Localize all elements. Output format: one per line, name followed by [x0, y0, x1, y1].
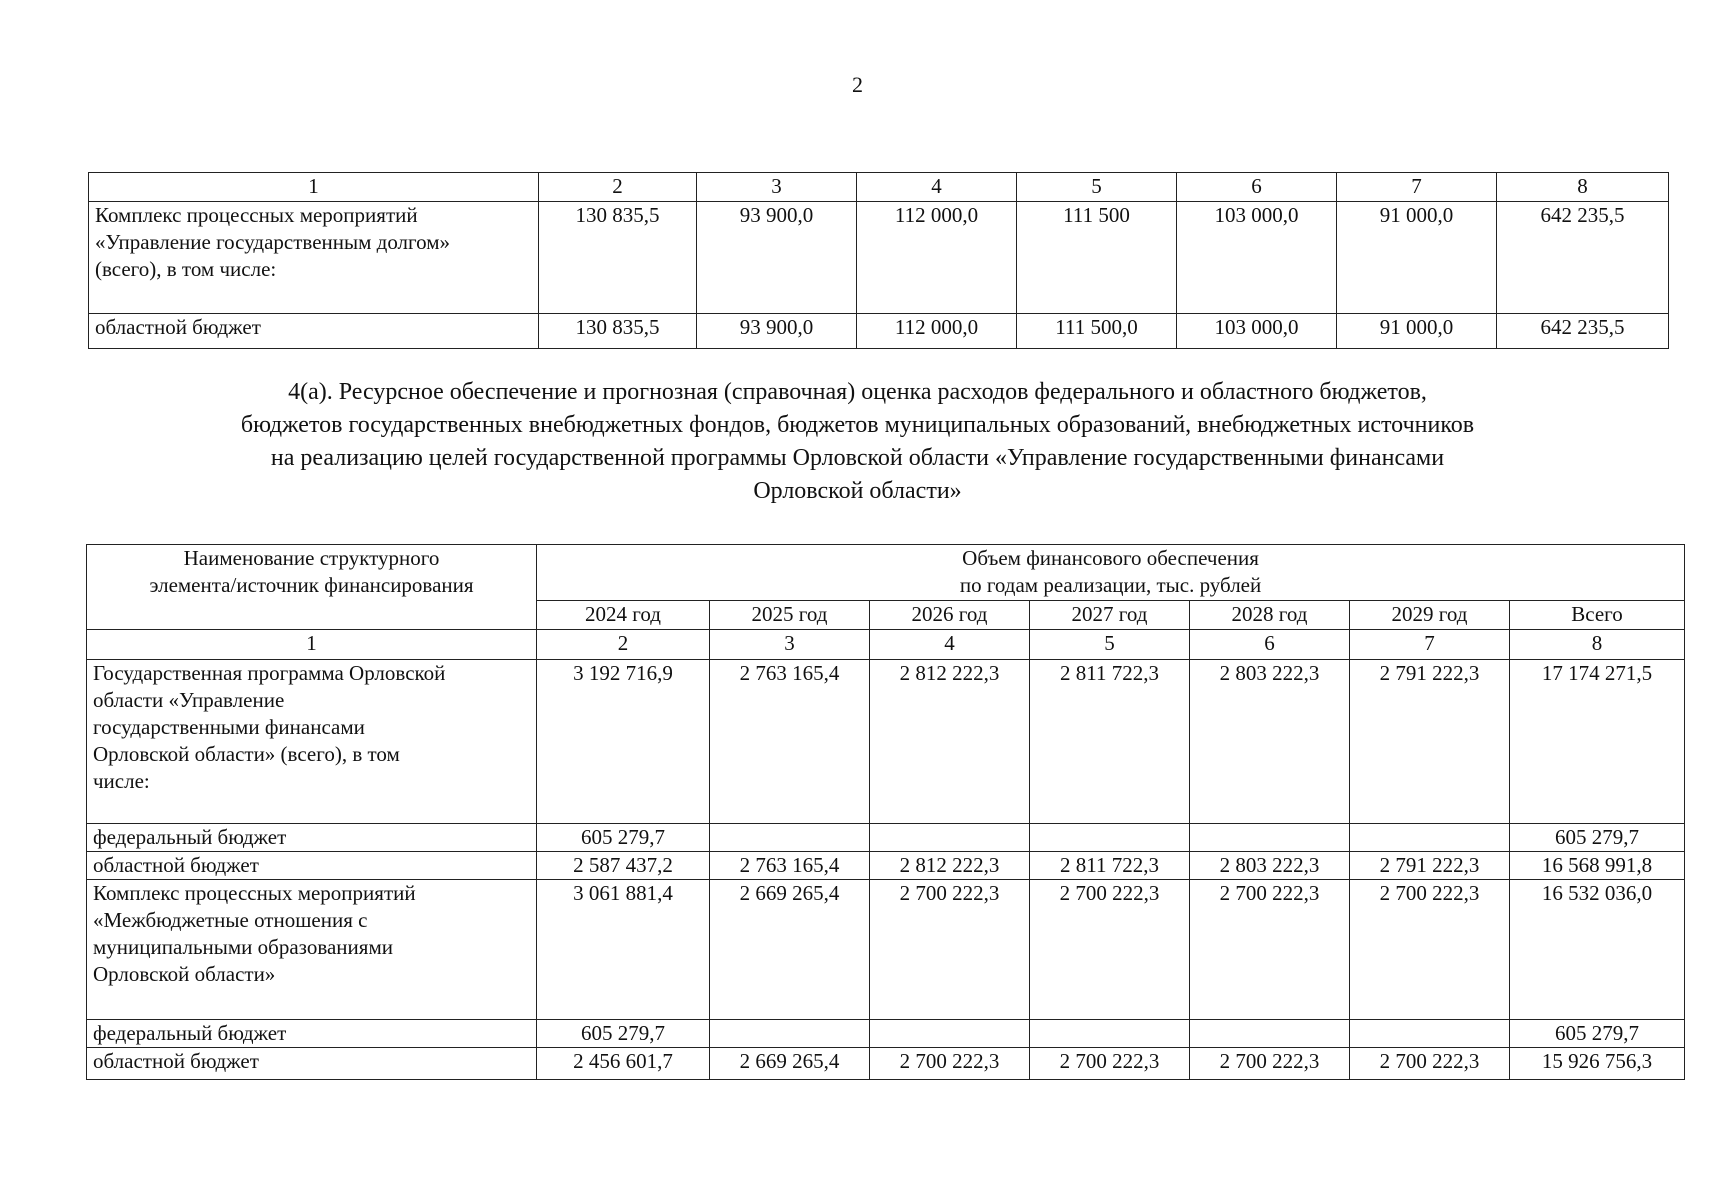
value-cell: 2 700 222,3 [1030, 1048, 1190, 1080]
row-name-line: Орловской области» (всего), в том [93, 742, 400, 766]
value-cell: 2 791 222,3 [1350, 852, 1510, 880]
value-cell: 111 500 [1017, 202, 1177, 314]
value-cell: 93 900,0 [697, 314, 857, 349]
value-cell [1350, 824, 1510, 852]
value-cell: 2 763 165,4 [710, 852, 870, 880]
table-row [89, 202, 1669, 314]
row-name-cell [87, 660, 537, 824]
section-heading [0, 376, 1715, 508]
value-cell: 2 803 222,3 [1190, 660, 1350, 824]
header-line: Объем финансового обеспечения [962, 546, 1259, 570]
column-number: 5 [1017, 173, 1177, 202]
page-number: 2 [852, 72, 863, 97]
column-number: 3 [697, 173, 857, 202]
table-row [87, 1048, 1685, 1080]
value-cell: 3 192 716,9 [537, 660, 710, 824]
row-name-line: муниципальными образованиями [93, 935, 393, 959]
column-number: 3 [710, 630, 870, 660]
value-cell: 2 763 165,4 [710, 660, 870, 824]
value-cell: 130 835,5 [539, 314, 697, 349]
value-cell: 2 812 222,3 [870, 852, 1030, 880]
row-name-line: «Управление государственным долгом» [95, 230, 451, 254]
year-header: 2026 год [870, 601, 1030, 630]
column-number: 7 [1350, 630, 1510, 660]
value-cell: 3 061 881,4 [537, 880, 710, 1020]
value-cell: 111 500,0 [1017, 314, 1177, 349]
year-header: 2027 год [1030, 601, 1190, 630]
value-cell [1190, 824, 1350, 852]
value-cell: 2 803 222,3 [1190, 852, 1350, 880]
column-number: 2 [537, 630, 710, 660]
volume-column-header [537, 545, 1685, 601]
column-number: 5 [1030, 630, 1190, 660]
year-header: 2028 год [1190, 601, 1350, 630]
value-cell: 642 235,5 [1497, 314, 1669, 349]
value-cell [1190, 1020, 1350, 1048]
value-cell: 2 669 265,4 [710, 880, 870, 1020]
column-number: 1 [89, 173, 539, 202]
row-name-line: Комплекс процессных мероприятий [95, 203, 418, 227]
row-name-cell: областной бюджет [87, 1048, 537, 1080]
value-cell: 17 174 271,5 [1510, 660, 1685, 824]
table-row [89, 314, 1669, 349]
column-number: 6 [1190, 630, 1350, 660]
column-number: 8 [1510, 630, 1685, 660]
value-cell: 2 587 437,2 [537, 852, 710, 880]
row-name-cell: областной бюджет [89, 314, 539, 349]
row-name-line: (всего), в том числе: [95, 257, 277, 281]
value-cell: 91 000,0 [1337, 314, 1497, 349]
value-cell [870, 1020, 1030, 1048]
year-header: 2025 год [710, 601, 870, 630]
budget-table-continued [88, 172, 1669, 349]
value-cell: 2 791 222,3 [1350, 660, 1510, 824]
column-number: 1 [87, 630, 537, 660]
row-name-line: Орловской области» [93, 962, 276, 986]
value-cell: 2 700 222,3 [1350, 1048, 1510, 1080]
value-cell: 2 811 722,3 [1030, 852, 1190, 880]
row-name-line: Комплекс процессных мероприятий [93, 881, 416, 905]
column-number: 4 [870, 630, 1030, 660]
row-name-cell [89, 202, 539, 314]
value-cell [870, 824, 1030, 852]
value-cell: 605 279,7 [1510, 1020, 1685, 1048]
resource-provision-table [86, 544, 1685, 1080]
value-cell [1350, 1020, 1510, 1048]
value-cell: 16 532 036,0 [1510, 880, 1685, 1020]
value-cell: 103 000,0 [1177, 202, 1337, 314]
table-row [87, 824, 1685, 852]
value-cell: 2 700 222,3 [1190, 1048, 1350, 1080]
row-name-line: государственными финансами [93, 715, 365, 739]
value-cell: 605 279,7 [537, 824, 710, 852]
year-header: 2024 год [537, 601, 710, 630]
table-header-row [87, 545, 1685, 601]
column-number: 8 [1497, 173, 1669, 202]
header-line: по годам реализации, тыс. рублей [959, 573, 1262, 597]
value-cell: 2 456 601,7 [537, 1048, 710, 1080]
value-cell [710, 1020, 870, 1048]
value-cell: 2 812 222,3 [870, 660, 1030, 824]
column-number: 6 [1177, 173, 1337, 202]
row-name-cell [87, 880, 537, 1020]
value-cell [710, 824, 870, 852]
value-cell: 112 000,0 [857, 202, 1017, 314]
value-cell: 2 700 222,3 [1190, 880, 1350, 1020]
row-name-cell: федеральный бюджет [87, 824, 537, 852]
value-cell: 93 900,0 [697, 202, 857, 314]
value-cell: 130 835,5 [539, 202, 697, 314]
heading-line: Орловской области» [753, 478, 962, 504]
value-cell: 91 000,0 [1337, 202, 1497, 314]
name-column-header [87, 545, 537, 630]
value-cell: 16 568 991,8 [1510, 852, 1685, 880]
table-row [87, 1020, 1685, 1048]
value-cell: 2 700 222,3 [1350, 880, 1510, 1020]
row-name-line: Государственная программа Орловской [93, 661, 446, 685]
table-header-row [89, 173, 1669, 202]
row-name-cell: федеральный бюджет [87, 1020, 537, 1048]
value-cell: 15 926 756,3 [1510, 1048, 1685, 1080]
row-name-line: числе: [93, 769, 150, 793]
column-number: 4 [857, 173, 1017, 202]
row-name-cell: областной бюджет [87, 852, 537, 880]
value-cell: 2 811 722,3 [1030, 660, 1190, 824]
column-number: 2 [539, 173, 697, 202]
column-number-row [87, 630, 1685, 660]
value-cell: 112 000,0 [857, 314, 1017, 349]
value-cell: 605 279,7 [537, 1020, 710, 1048]
value-cell: 605 279,7 [1510, 824, 1685, 852]
table-row [87, 852, 1685, 880]
header-line: элемента/источник финансирования [149, 573, 474, 597]
total-header: Всего [1510, 601, 1685, 630]
value-cell: 2 700 222,3 [1030, 880, 1190, 1020]
value-cell [1030, 1020, 1190, 1048]
value-cell: 103 000,0 [1177, 314, 1337, 349]
table-row [87, 660, 1685, 824]
value-cell: 2 669 265,4 [710, 1048, 870, 1080]
value-cell: 642 235,5 [1497, 202, 1669, 314]
year-header: 2029 год [1350, 601, 1510, 630]
row-name-line: «Межбюджетные отношения с [93, 908, 368, 932]
header-line: Наименование структурного [183, 546, 440, 570]
heading-line: бюджетов государственных внебюджетных фондов, бюджетов муниципальных образований, внебюджетных источников [240, 412, 1475, 438]
table-row [87, 880, 1685, 1020]
value-cell: 2 700 222,3 [870, 880, 1030, 1020]
heading-line: на реализацию целей государственной программы Орловской области «Управление государственными финансами [270, 445, 1445, 471]
value-cell: 2 700 222,3 [870, 1048, 1030, 1080]
value-cell [1030, 824, 1190, 852]
row-name-line: области «Управление [93, 688, 285, 712]
column-number: 7 [1337, 173, 1497, 202]
heading-line: 4(а). Ресурсное обеспечение и прогнозная (справочная) оценка расходов федерального и областного бюджетов, [288, 379, 1427, 405]
